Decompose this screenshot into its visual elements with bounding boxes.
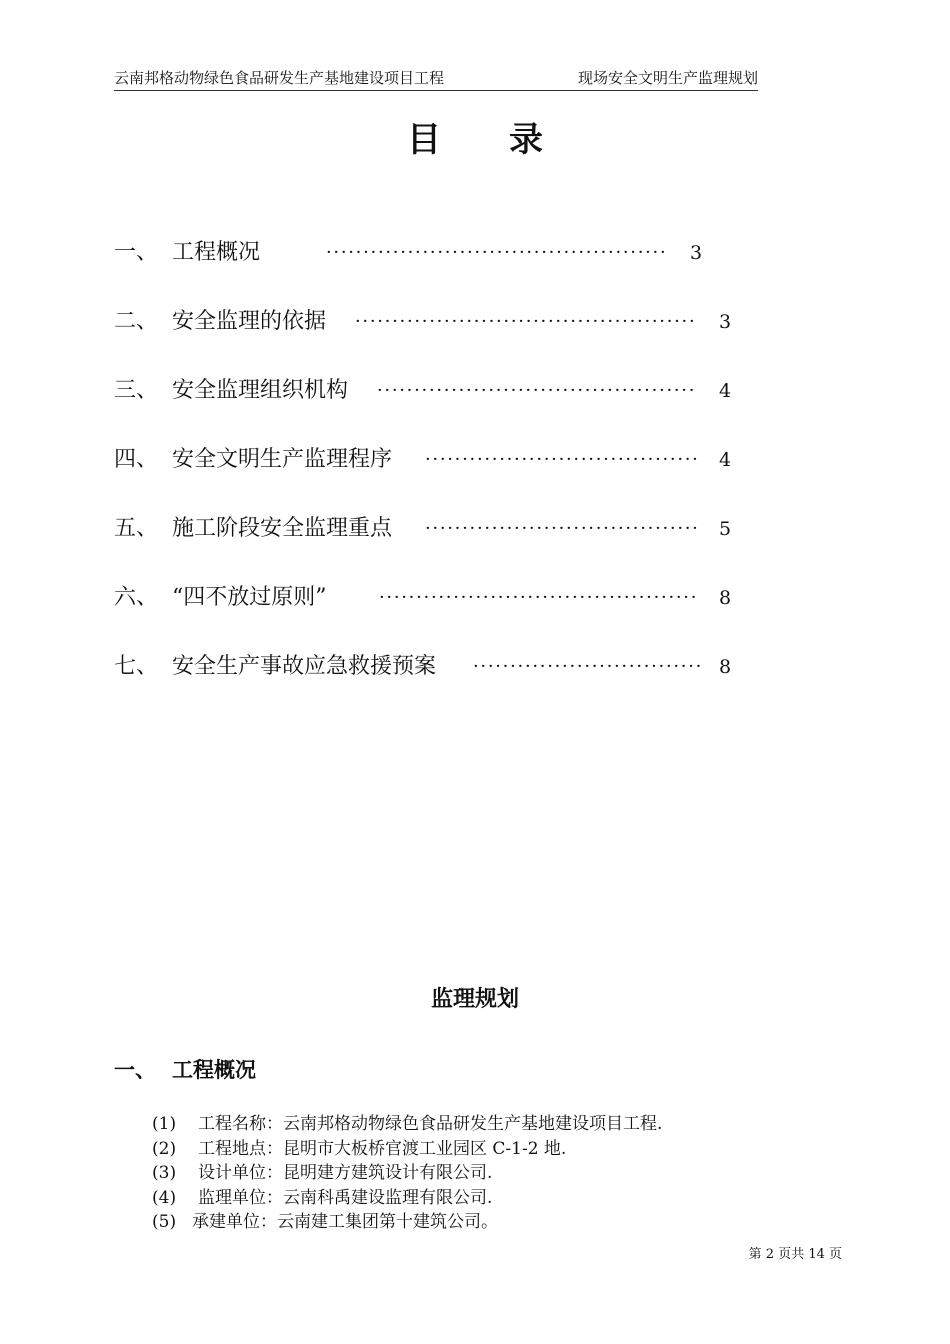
toc-entry-title: 安全文明生产监理程序 xyxy=(172,447,393,472)
list-item-index: (4) xyxy=(152,1187,177,1208)
list-item xyxy=(152,1112,792,1137)
toc-entry-page: 3 xyxy=(690,242,703,264)
list-item xyxy=(152,1161,792,1186)
list-item xyxy=(152,1137,792,1162)
toc-leader-dots: ··········································· xyxy=(377,380,697,401)
list-item-index: (2) xyxy=(152,1138,177,1159)
toc-entry-title: “四不放过原则” xyxy=(172,585,327,610)
toc-entry[interactable] xyxy=(114,376,734,406)
toc-entry-number: 四、 xyxy=(114,447,159,472)
toc-entry-page: 4 xyxy=(719,380,732,402)
toc-leader-dots: ·············································· xyxy=(326,242,668,263)
list-item-text: 工程地点：昆明市大板桥官渡工业园区 C-1-2 地. xyxy=(198,1138,567,1159)
list-item-text: 承建单位：云南建工集团第十建筑公司。 xyxy=(192,1212,498,1232)
section-title: 监理规划 xyxy=(430,987,519,1012)
toc-entry-page: 8 xyxy=(719,656,732,678)
toc-entry[interactable] xyxy=(114,238,734,268)
toc-entry-number: 五、 xyxy=(114,516,159,541)
toc-leader-dots: ······························· xyxy=(473,656,704,677)
list-item xyxy=(152,1186,792,1211)
toc-entry-page: 5 xyxy=(719,518,732,540)
toc-title-char-2: 录 xyxy=(509,120,543,160)
list-item-index: (5) xyxy=(152,1212,177,1232)
page-header xyxy=(114,68,758,91)
list-item-text: 监理单位：云南科禹建设监理有限公司. xyxy=(198,1187,493,1208)
list-item-index: (3) xyxy=(152,1163,177,1183)
toc-entry[interactable] xyxy=(114,583,734,613)
header-document-name: 现场安全文明生产监理规划 xyxy=(577,69,758,87)
page-footer: 第 2 页共 14 页 xyxy=(748,1247,842,1262)
toc-entry-title: 安全生产事故应急救援预案 xyxy=(172,654,437,679)
toc-entry-number: 七、 xyxy=(114,654,159,679)
list-item-text: 设计单位：昆明建方建筑设计有限公司. xyxy=(198,1163,493,1183)
toc-leader-dots: ····································· xyxy=(425,518,700,539)
toc-entry-number: 一、 xyxy=(114,240,159,265)
toc-entry-title: 安全监理组织机构 xyxy=(172,378,349,403)
toc-entry[interactable] xyxy=(114,514,734,544)
toc-entry-title: 安全监理的依据 xyxy=(172,309,327,334)
toc-title-char-1: 目 xyxy=(407,120,441,160)
section-heading-title: 工程概况 xyxy=(172,1058,256,1082)
toc-entry-page: 8 xyxy=(719,587,732,609)
toc-leader-dots: ·············································· xyxy=(355,311,697,332)
toc-entry-number: 二、 xyxy=(114,309,159,334)
toc-entry-page: 4 xyxy=(719,449,732,471)
toc-entry[interactable] xyxy=(114,445,734,475)
toc-entry[interactable] xyxy=(114,652,734,682)
toc-entry-page: 3 xyxy=(719,311,732,333)
project-info-list xyxy=(152,1112,792,1235)
toc-entry-number: 六、 xyxy=(114,585,159,610)
toc-entry-title: 施工阶段安全监理重点 xyxy=(172,516,393,541)
list-item xyxy=(152,1210,792,1235)
toc-title xyxy=(0,118,950,162)
toc-leader-dots: ····································· xyxy=(425,449,700,470)
list-item-index: (1) xyxy=(152,1114,177,1134)
toc-leader-dots: ··········································· xyxy=(379,587,699,608)
toc-entry-title: 工程概况 xyxy=(172,240,261,265)
toc-entry-number: 三、 xyxy=(114,378,159,403)
list-item-text: 工程名称：云南邦格动物绿色食品研发生产基地建设项目工程. xyxy=(198,1114,663,1134)
section-heading-number: 一、 xyxy=(114,1058,156,1082)
toc-entry[interactable] xyxy=(114,307,734,337)
header-project-name: 云南邦格动物绿色食品研发生产基地建设项目工程 xyxy=(114,69,445,87)
